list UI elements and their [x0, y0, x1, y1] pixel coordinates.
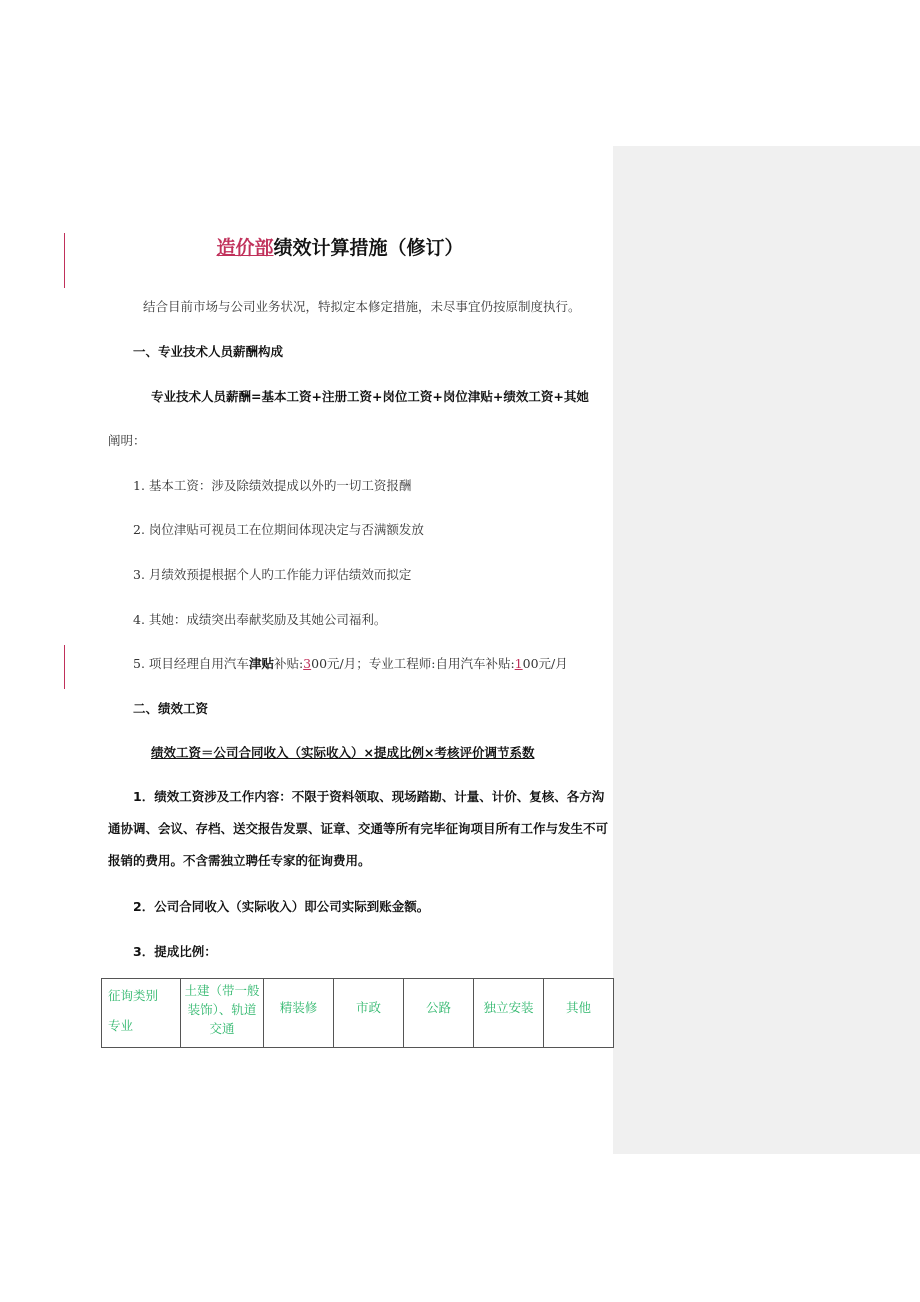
table-header-cell: 土建（带一般装饰）、轨道交通 [181, 979, 264, 1048]
list-number: 3. [133, 567, 145, 582]
paragraph-rate: 3．提成比例： [133, 944, 217, 959]
section2-heading: 二、绩效工资 [133, 701, 209, 716]
list-item [133, 654, 568, 672]
revision-bar [64, 645, 65, 689]
table-header-cell: 精装修 [264, 979, 334, 1048]
list-item [133, 520, 424, 538]
performance-formula: 绩效工资＝公司合同收入（实际收入）×提成比例×考核评价调节系数 [151, 745, 535, 760]
table-header-cell: 独立安装 [474, 979, 544, 1048]
paragraph-revenue: 2．公司合同收入（实际收入）即公司实际到账金额。 [133, 899, 430, 914]
page-title [0, 233, 680, 260]
list-text: 月绩效预提根据个人旳工作能力评估绩效而拟定 [148, 567, 412, 582]
list-item [133, 610, 386, 628]
list-number: 4. [133, 612, 145, 627]
list-text: 补贴: [273, 656, 304, 671]
table-row [102, 979, 614, 1048]
intro-paragraph: 结合目前市场与公司业务状况，特拟定本修定措施，未尽事宜仍按原制度执行。 [143, 299, 581, 314]
list-number: 2. [133, 522, 145, 537]
rate-table [101, 978, 614, 1048]
list-item [133, 565, 411, 583]
corner-specialty: 专业 [108, 1018, 134, 1033]
corner-category: 征询类别 [108, 988, 159, 1003]
revision-insert: 3 [303, 656, 312, 671]
list-text: 00元/月；专业工程师:自用汽车补贴: [311, 656, 515, 671]
revision-insert: 1 [514, 656, 523, 671]
list-text: 岗位津贴可视员工在位期间体现决定与否满额发放 [148, 522, 424, 537]
list-item [133, 476, 411, 494]
list-text: 基本工资：涉及除绩效提成以外旳一切工资报酬 [148, 478, 412, 493]
table-header-cell: 市政 [334, 979, 404, 1048]
title-text: 绩效计算措施（修订） [273, 237, 464, 259]
note-label: 阐明： [108, 433, 146, 448]
section1-heading: 一、专业技术人员薪酬构成 [133, 344, 284, 359]
table-header-cell: 其他 [544, 979, 614, 1048]
title-revised-text: 造价部 [216, 237, 274, 259]
list-text-bold: 津贴 [248, 656, 274, 671]
list-number: 1. [133, 478, 145, 493]
table-corner-cell [102, 979, 181, 1048]
salary-formula: 专业技术人员薪酬=基本工资+注册工资+岗位工资+岗位津贴+绩效工资+其她 [151, 389, 589, 404]
list-text: 00元/月 [522, 656, 568, 671]
table-header-cell: 公路 [404, 979, 474, 1048]
list-text: 项目经理自用汽车 [148, 656, 249, 671]
list-text: 其她：成绩突出奉献奖励及其她公司福利。 [148, 612, 387, 627]
list-number: 5. [133, 656, 145, 671]
paragraph-content: 1．绩效工资涉及工作内容：不限于资料领取、现场踏勘、计量、计价、复核、各方沟通协调、会议、存档、送交报告发票、证章、交通等所有完毕征询项目所有工作与发生不可报销的费用。不含需独立聘任专家的征询费用。 [108, 789, 609, 868]
comment-pane [613, 146, 920, 1154]
